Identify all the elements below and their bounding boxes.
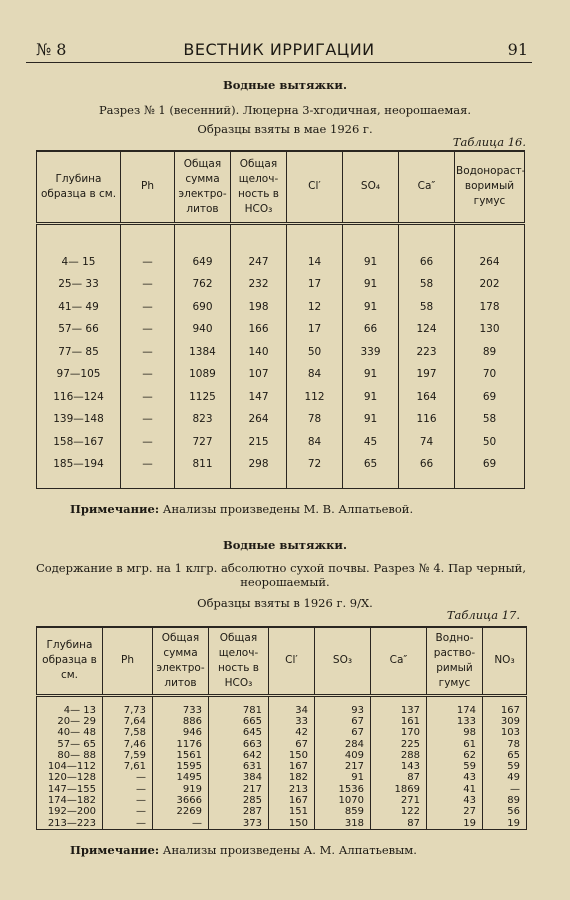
table-row (37, 806, 527, 817)
table17-body (37, 695, 527, 829)
table-cell: 215 (231, 431, 287, 454)
table-cell: 91 (343, 251, 399, 274)
table-cell: 7,59 (103, 750, 153, 761)
table-17 (36, 626, 527, 830)
table-cell: 164 (399, 386, 455, 409)
table-cell: 285 (209, 795, 269, 806)
table-cell: 232 (231, 273, 287, 296)
table-cell: 1495 (153, 772, 209, 783)
table-cell: 309 (483, 716, 527, 727)
col-header-electrolytes: Общая сумма электро-литов (153, 627, 209, 695)
table-cell: 120—128 (37, 772, 103, 783)
table-cell: 66 (399, 453, 455, 476)
table-cell: 384 (209, 772, 269, 783)
table-cell: 137 (371, 705, 427, 716)
table-cell: 33 (269, 716, 315, 727)
table-cell: 107 (231, 363, 287, 386)
table-cell: 56 (483, 806, 527, 817)
note-label: Примечание: (70, 502, 160, 516)
table-cell: 247 (231, 251, 287, 274)
table-cell: 67 (315, 727, 371, 738)
table-cell: 40— 48 (37, 727, 103, 738)
table-cell: 1869 (371, 784, 427, 795)
table-cell: 192—200 (37, 806, 103, 817)
table-cell: 174 (427, 705, 483, 716)
table-cell: 223 (399, 341, 455, 364)
table-cell: 946 (153, 727, 209, 738)
section1-subtitle: Разрез № 1 (весенний). Люцерна 3-хгодичная, неорошаемая. (98, 103, 472, 117)
col-header-humus: Водно-раство-римый гумус (427, 627, 483, 695)
table-cell: 143 (371, 761, 427, 772)
table-cell: 197 (399, 363, 455, 386)
col-header-ph: Ph (121, 151, 175, 223)
table-cell: 1176 (153, 738, 209, 749)
table-cell: 166 (231, 318, 287, 341)
table-cell: 59 (483, 761, 527, 772)
table-cell: 919 (153, 784, 209, 795)
table-row (37, 251, 525, 274)
table17-label: Таблица 17. (446, 608, 520, 622)
table-cell: 133 (427, 716, 483, 727)
table-cell: 225 (371, 738, 427, 749)
table16-body (37, 223, 525, 488)
table-cell: 66 (343, 318, 399, 341)
table-cell: 150 (269, 750, 315, 761)
table-cell: 318 (315, 817, 371, 829)
table-16 (36, 150, 525, 489)
table16-label: Таблица 16. (452, 135, 526, 149)
table-cell: 62 (427, 750, 483, 761)
table-cell: 1070 (315, 795, 371, 806)
col-header-humus: Водонораст-воримый гумус (455, 151, 525, 223)
table-cell: 25— 33 (37, 273, 121, 296)
table-cell: 87 (371, 772, 427, 783)
table-cell: 198 (231, 296, 287, 319)
table-cell: 3666 (153, 795, 209, 806)
table-cell: 116 (399, 408, 455, 431)
table-cell: 217 (315, 761, 371, 772)
issue-number: № 8 (36, 40, 67, 59)
table-cell: 14 (287, 251, 343, 274)
table-cell: 174—182 (37, 795, 103, 806)
table-cell: 170 (371, 727, 427, 738)
table-cell: 7,58 (103, 727, 153, 738)
table-cell: 130 (455, 318, 525, 341)
table-cell: 61 (427, 738, 483, 749)
table-cell: 158—167 (37, 431, 121, 454)
table-cell: 19 (483, 817, 527, 829)
table-cell: 91 (315, 772, 371, 783)
section2-subtitle-line1: Содержание в мгр. на 1 клгр. абсолютно сухой почвы. Разрез № 4. Пар черный, (36, 561, 526, 575)
section1-date-line: Образцы взяты в мае 1926 г. (197, 122, 373, 136)
table-cell: 663 (209, 738, 269, 749)
table-cell: — (121, 431, 175, 454)
table-cell: 91 (343, 273, 399, 296)
table-cell: 940 (175, 318, 231, 341)
table-cell: 409 (315, 750, 371, 761)
table-cell: 58 (399, 273, 455, 296)
table-cell: 17 (287, 273, 343, 296)
table-cell: 7,73 (103, 705, 153, 716)
table-cell: — (121, 273, 175, 296)
table-cell: 12 (287, 296, 343, 319)
table-cell: 150 (269, 817, 315, 829)
table-cell: 147 (231, 386, 287, 409)
table-cell: 70 (455, 363, 525, 386)
section2-date-line: Образцы взяты в 1926 г. 9/X. (197, 596, 373, 610)
table-cell: 98 (427, 727, 483, 738)
table-cell: 298 (231, 453, 287, 476)
table-row (37, 431, 525, 454)
table-row (37, 761, 527, 772)
table-cell: 886 (153, 716, 209, 727)
table-cell: 80— 88 (37, 750, 103, 761)
table-row (37, 727, 527, 738)
table-cell: 2269 (153, 806, 209, 817)
table-row (37, 705, 527, 716)
table-cell: 67 (269, 738, 315, 749)
table-cell: 7,64 (103, 716, 153, 727)
note-text: Анализы произведены А. М. Алпатьевым. (162, 843, 417, 857)
table-cell: 140 (231, 341, 287, 364)
table-cell: 20— 29 (37, 716, 103, 727)
table-cell: 74 (399, 431, 455, 454)
running-head (26, 38, 532, 63)
table-row (37, 363, 525, 386)
table-cell: 4— 15 (37, 251, 121, 274)
table-cell: 43 (427, 795, 483, 806)
table-cell: 41— 49 (37, 296, 121, 319)
table-cell: 631 (209, 761, 269, 772)
section2-note (70, 843, 417, 857)
table-row (37, 453, 525, 476)
col-header-depth: Глубина образца в см. (37, 627, 103, 695)
table-cell: 859 (315, 806, 371, 817)
table-cell: 69 (455, 453, 525, 476)
table-cell: 690 (175, 296, 231, 319)
table-cell: 287 (209, 806, 269, 817)
table-cell: 167 (269, 795, 315, 806)
table-cell: 373 (209, 817, 269, 829)
table-cell: 69 (455, 386, 525, 409)
table-cell: 213 (269, 784, 315, 795)
col-header-so3: SO₃ (315, 627, 371, 695)
table-cell: 91 (343, 363, 399, 386)
table-cell: 58 (399, 296, 455, 319)
table-cell: 77— 85 (37, 341, 121, 364)
table-cell: 59 (427, 761, 483, 772)
table-row (37, 273, 525, 296)
table-row (37, 318, 525, 341)
table-cell: 182 (269, 772, 315, 783)
table-cell: 185—194 (37, 453, 121, 476)
table-cell: 781 (209, 705, 269, 716)
table-cell: 213—223 (37, 817, 103, 829)
section1-heading: Водные вытяжки. (223, 78, 347, 92)
table-cell: 66 (399, 251, 455, 274)
table-row (37, 738, 527, 749)
table-cell: 89 (455, 341, 525, 364)
table-cell: 264 (231, 408, 287, 431)
note-label: Примечание: (70, 843, 160, 857)
table-cell: 264 (455, 251, 525, 274)
section2-subtitle-line2: неорошаемый. (240, 575, 330, 589)
table-cell: 7,46 (103, 738, 153, 749)
table-cell: 58 (455, 408, 525, 431)
table-cell: — (121, 251, 175, 274)
col-header-cl: Cl′ (287, 151, 343, 223)
table-row (37, 795, 527, 806)
table-cell: 72 (287, 453, 343, 476)
col-header-alkalinity: Общая щелоч-ность в HCO₃ (231, 151, 287, 223)
col-header-ca: Ca″ (399, 151, 455, 223)
table-row (37, 784, 527, 795)
table-cell: 93 (315, 705, 371, 716)
table-cell: 288 (371, 750, 427, 761)
table-cell: 122 (371, 806, 427, 817)
table-cell: 84 (287, 363, 343, 386)
table-cell: — (121, 453, 175, 476)
table-cell: 17 (287, 318, 343, 341)
table-cell: 43 (427, 772, 483, 783)
table-cell: 167 (483, 705, 527, 716)
table-cell: 4— 13 (37, 705, 103, 716)
col-header-no3: NO₃ (483, 627, 527, 695)
section1-note (70, 502, 413, 516)
table-cell: 217 (209, 784, 269, 795)
table-cell: 1125 (175, 386, 231, 409)
table-cell: 762 (175, 273, 231, 296)
table-cell: 91 (343, 296, 399, 319)
table-cell: 665 (209, 716, 269, 727)
col-header-ph: Ph (103, 627, 153, 695)
table-cell: 91 (343, 408, 399, 431)
table-cell: 97—105 (37, 363, 121, 386)
table-cell: 41 (427, 784, 483, 795)
table-cell: — (103, 817, 153, 829)
table-cell: — (121, 296, 175, 319)
table-cell: 811 (175, 453, 231, 476)
table-cell: 339 (343, 341, 399, 364)
table-cell: 178 (455, 296, 525, 319)
table-cell: 733 (153, 705, 209, 716)
table-cell: 202 (455, 273, 525, 296)
table-cell: 284 (315, 738, 371, 749)
table-cell: 1384 (175, 341, 231, 364)
journal-title: ВЕСТНИК ИРРИГАЦИИ (183, 40, 375, 59)
col-header-alkalinity: Общая щелоч-ность в HCO₃ (209, 627, 269, 695)
table-cell: — (121, 408, 175, 431)
table-cell: 57— 66 (37, 318, 121, 341)
table-cell: 139—148 (37, 408, 121, 431)
table-row (37, 341, 525, 364)
col-header-ca: Ca″ (371, 627, 427, 695)
col-header-depth: Глубина образца в см. (37, 151, 121, 223)
page-number: 91 (507, 40, 528, 59)
table-cell: — (103, 806, 153, 817)
table-cell: 104—112 (37, 761, 103, 772)
col-header-cl: Cl′ (269, 627, 315, 695)
table-cell: 167 (269, 761, 315, 772)
table-cell: 649 (175, 251, 231, 274)
table-cell: — (121, 363, 175, 386)
col-header-electrolytes: Общая сумма электро-литов (175, 151, 231, 223)
table-cell: — (483, 784, 527, 795)
table-cell: — (153, 817, 209, 829)
table-row (37, 716, 527, 727)
table-cell: 50 (455, 431, 525, 454)
table-cell: — (103, 784, 153, 795)
table-cell: 27 (427, 806, 483, 817)
table-cell: 161 (371, 716, 427, 727)
table-cell: 645 (209, 727, 269, 738)
table-row (37, 408, 525, 431)
table-cell: 19 (427, 817, 483, 829)
table-cell: 823 (175, 408, 231, 431)
table-cell: 271 (371, 795, 427, 806)
table-cell: 151 (269, 806, 315, 817)
table-cell: 49 (483, 772, 527, 783)
table-cell: 67 (315, 716, 371, 727)
table-cell: 1561 (153, 750, 209, 761)
table-cell: — (121, 386, 175, 409)
table-cell: 1089 (175, 363, 231, 386)
table-cell: 89 (483, 795, 527, 806)
table-cell: 642 (209, 750, 269, 761)
table-cell: 34 (269, 705, 315, 716)
table-cell: — (121, 318, 175, 341)
table-cell: 87 (371, 817, 427, 829)
table-cell: 57— 65 (37, 738, 103, 749)
col-header-so4: SO₄ (343, 151, 399, 223)
table-cell: 65 (343, 453, 399, 476)
note-text: Анализы произведены М. В. Алпатьевой. (162, 502, 414, 516)
table-cell: 727 (175, 431, 231, 454)
table-cell: 147—155 (37, 784, 103, 795)
table-cell: 116—124 (37, 386, 121, 409)
table-row (37, 386, 525, 409)
section2-heading: Водные вытяжки. (223, 538, 347, 552)
table-cell: 50 (287, 341, 343, 364)
table-cell: 91 (343, 386, 399, 409)
table-cell: 78 (483, 738, 527, 749)
table-cell: 124 (399, 318, 455, 341)
table-cell: 112 (287, 386, 343, 409)
table-cell: 65 (483, 750, 527, 761)
table-cell: 78 (287, 408, 343, 431)
table-row (37, 750, 527, 761)
table-cell: 7,61 (103, 761, 153, 772)
table-row (37, 772, 527, 783)
table-row (37, 817, 527, 829)
table-cell: — (103, 795, 153, 806)
table-cell: 84 (287, 431, 343, 454)
table-cell: 42 (269, 727, 315, 738)
table-cell: 1536 (315, 784, 371, 795)
table-cell: 45 (343, 431, 399, 454)
table-cell: — (121, 341, 175, 364)
table-row (37, 296, 525, 319)
table-cell: — (103, 772, 153, 783)
table-cell: 103 (483, 727, 527, 738)
table-cell: 1595 (153, 761, 209, 772)
